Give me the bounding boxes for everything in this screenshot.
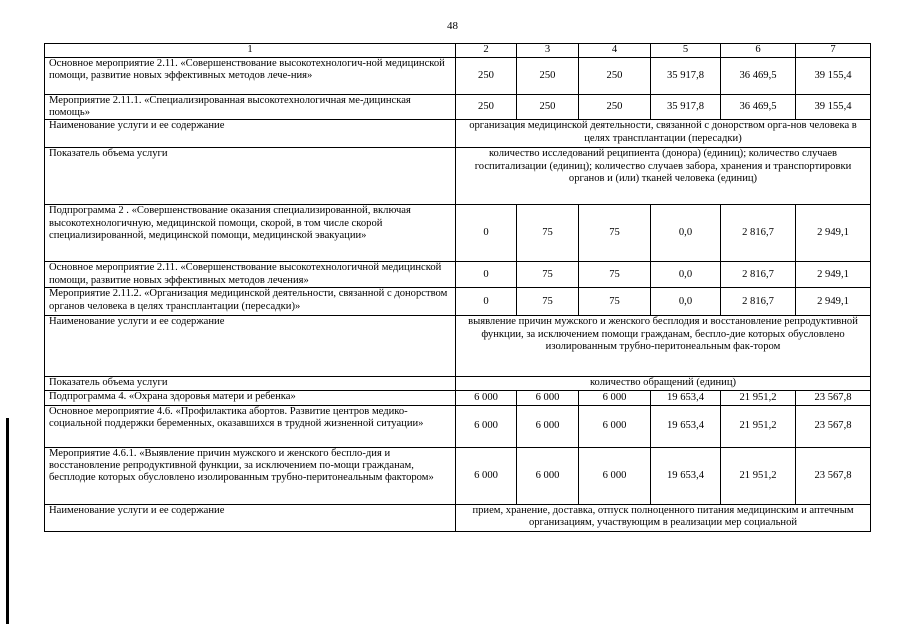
value-cell: 0,0 xyxy=(651,288,721,316)
header-cell: 4 xyxy=(579,44,651,58)
table-row xyxy=(45,120,871,148)
value-cell: 250 xyxy=(517,95,579,120)
value-cell: 75 xyxy=(517,262,579,288)
value-cell: 0 xyxy=(456,288,517,316)
value-cell: 2 816,7 xyxy=(721,262,796,288)
row-name-cell: Наименование услуги и ее содержание xyxy=(45,504,456,531)
table-row xyxy=(45,377,871,390)
row-name-cell: Основное мероприятие 4.6. «Профилактика абортов. Развитие центров медико-социальной поддержки беременных, оказавшихся в трудной жизненной ситуации» xyxy=(45,405,456,447)
value-cell: 6 000 xyxy=(456,447,517,504)
value-cell: 39 155,4 xyxy=(796,58,871,95)
value-cell: 35 917,8 xyxy=(651,58,721,95)
row-name-cell: Подпрограмма 4. «Охрана здоровья матери и ребенка» xyxy=(45,390,456,405)
table-row xyxy=(45,316,871,377)
value-cell: 6 000 xyxy=(579,405,651,447)
value-cell: 6 000 xyxy=(517,447,579,504)
value-cell: 250 xyxy=(579,95,651,120)
value-cell: 23 567,8 xyxy=(796,405,871,447)
value-cell: 2 949,1 xyxy=(796,262,871,288)
value-cell: 250 xyxy=(579,58,651,95)
value-cell: 6 000 xyxy=(456,390,517,405)
header-cell: 6 xyxy=(721,44,796,58)
value-cell: 75 xyxy=(517,288,579,316)
header-cell: 7 xyxy=(796,44,871,58)
scan-edge-bar xyxy=(6,418,9,624)
description-cell: прием, хранение, доставка, отпуск полноценного питания медицинским и аптечным организациям, участвующим в реализации мер социальной xyxy=(456,504,871,531)
value-cell: 75 xyxy=(517,205,579,262)
row-name-cell: Подпрограмма 2 . «Совершенствование оказания специализированной, включая высокотехнологичную, медицинской помощи, скорой, в том числе скорой специализированной, медицинской помощи, медицинской эвакуации» xyxy=(45,205,456,262)
value-cell: 75 xyxy=(579,288,651,316)
description-cell: выявление причин мужского и женского бесплодия и восстановление репродуктивной функции, за исключением помощи гражданам, беспло-дие которых обусловлено изолированным трубно-перитонеальным фак-тором xyxy=(456,316,871,377)
header-cell: 1 xyxy=(45,44,456,58)
table-row xyxy=(45,390,871,405)
header-cell: 5 xyxy=(651,44,721,58)
value-cell: 23 567,8 xyxy=(796,390,871,405)
budget-table xyxy=(44,43,871,532)
value-cell: 75 xyxy=(579,262,651,288)
row-name-cell: Мероприятие 2.11.2. «Организация медицинской деятельности, связанной с донорством органов человека в целях трансплантации (пересадки)» xyxy=(45,288,456,316)
table-row xyxy=(45,447,871,504)
value-cell: 23 567,8 xyxy=(796,447,871,504)
header-cell: 2 xyxy=(456,44,517,58)
value-cell: 2 949,1 xyxy=(796,288,871,316)
description-cell: количество обращений (единиц) xyxy=(456,377,871,390)
row-name-cell: Наименование услуги и ее содержание xyxy=(45,120,456,148)
table-row xyxy=(45,405,871,447)
value-cell: 2 816,7 xyxy=(721,205,796,262)
table-row xyxy=(45,205,871,262)
table-row xyxy=(45,95,871,120)
value-cell: 6 000 xyxy=(517,405,579,447)
value-cell: 2 949,1 xyxy=(796,205,871,262)
header-cell: 3 xyxy=(517,44,579,58)
table-body xyxy=(45,44,871,532)
value-cell: 19 653,4 xyxy=(651,405,721,447)
value-cell: 6 000 xyxy=(579,390,651,405)
description-cell: количество исследований реципиента (донора) (единиц); количество случаев госпитализации (единиц); количество случаев забора, хранения и транспортировки органов и (или) тканей человека (единиц) xyxy=(456,148,871,205)
value-cell: 21 951,2 xyxy=(721,390,796,405)
value-cell: 19 653,4 xyxy=(651,447,721,504)
value-cell: 75 xyxy=(579,205,651,262)
value-cell: 6 000 xyxy=(456,405,517,447)
value-cell: 0 xyxy=(456,262,517,288)
value-cell: 35 917,8 xyxy=(651,95,721,120)
value-cell: 21 951,2 xyxy=(721,405,796,447)
value-cell: 250 xyxy=(456,58,517,95)
description-cell: организация медицинской деятельности, связанной с донорством орга-нов человека в целях трансплантации (пересадки) xyxy=(456,120,871,148)
table-row xyxy=(45,288,871,316)
table-row xyxy=(45,58,871,95)
value-cell: 6 000 xyxy=(579,447,651,504)
row-name-cell: Наименование услуги и ее содержание xyxy=(45,316,456,377)
page-number: 48 xyxy=(447,20,458,32)
table-row xyxy=(45,504,871,531)
row-name-cell: Показатель объема услуги xyxy=(45,377,456,390)
value-cell: 6 000 xyxy=(517,390,579,405)
table-row xyxy=(45,262,871,288)
table-row xyxy=(45,148,871,205)
value-cell: 250 xyxy=(517,58,579,95)
value-cell: 250 xyxy=(456,95,517,120)
row-name-cell: Мероприятие 2.11.1. «Специализированная высокотехнологичная ме-дицинская помощь» xyxy=(45,95,456,120)
row-name-cell: Мероприятие 4.6.1. «Выявление причин мужского и женского беспло-дия и восстановление репродуктивной функции, за исключением по-мощи гражданам, бесплодие которых обусловлено изолированным трубно-перитонеальным фактором» xyxy=(45,447,456,504)
value-cell: 39 155,4 xyxy=(796,95,871,120)
value-cell: 36 469,5 xyxy=(721,58,796,95)
header-row xyxy=(45,44,871,58)
value-cell: 21 951,2 xyxy=(721,447,796,504)
value-cell: 19 653,4 xyxy=(651,390,721,405)
row-name-cell: Показатель объема услуги xyxy=(45,148,456,205)
value-cell: 0 xyxy=(456,205,517,262)
row-name-cell: Основное мероприятие 2.11. «Совершенствование высокотехнологичной медицинской помощи, развитие новых эффективных методов лечения» xyxy=(45,262,456,288)
value-cell: 0,0 xyxy=(651,205,721,262)
value-cell: 2 816,7 xyxy=(721,288,796,316)
value-cell: 0,0 xyxy=(651,262,721,288)
value-cell: 36 469,5 xyxy=(721,95,796,120)
row-name-cell: Основное мероприятие 2.11. «Совершенствование высокотехнологич-ной медицинской помощи, развитие новых эффективных методов лече-ния» xyxy=(45,58,456,95)
